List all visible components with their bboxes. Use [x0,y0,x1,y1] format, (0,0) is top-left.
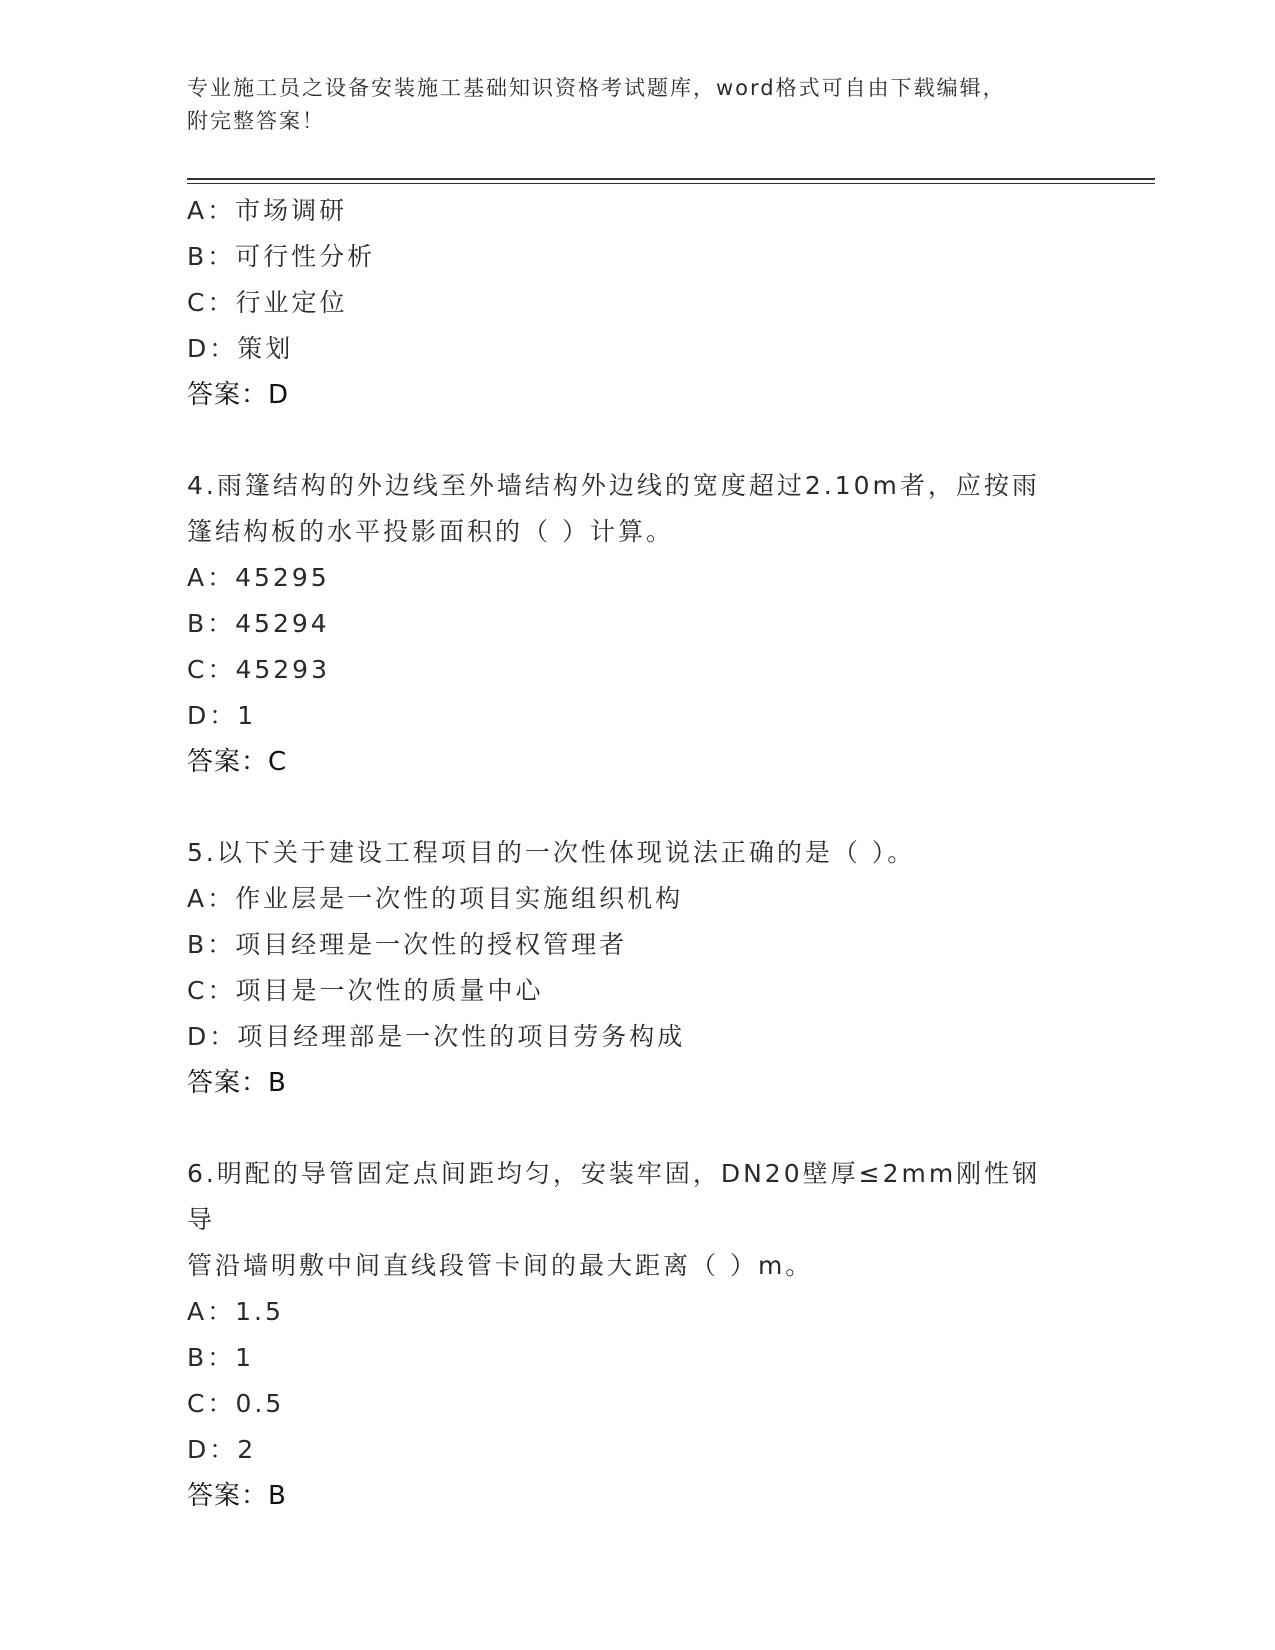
spacer [187,785,1087,830]
option-letter: A： [187,563,236,592]
header-divider-thin [187,183,1155,184]
option-c [187,968,1087,1014]
question-list [187,188,1087,1519]
option-a [187,555,1087,601]
option-text: 45293 [235,655,330,684]
answer-line: 答案：D [187,380,290,410]
option-text: 策划 [237,334,294,363]
question-5 [187,830,1087,1106]
question-6 [187,1151,1087,1519]
option-text: 0.5 [235,1389,285,1418]
option-letter: A： [187,196,236,225]
option-letter: C： [187,655,236,684]
header-divider-thick [187,178,1155,180]
option-letter: C： [187,1389,236,1418]
question-stem: 5.以下关于建设工程项目的一次性体现说法正确的是（ ）。 [187,838,916,867]
answer-line: 答案：B [187,1068,287,1098]
option-text: 45295 [235,563,330,592]
spacer [187,418,1087,463]
option-d [187,1014,1087,1060]
option-letter: B： [187,1343,236,1372]
option-text: 项目经理是一次性的授权管理者 [235,930,628,959]
option-text: 1.5 [235,1297,284,1326]
option-letter: D： [187,334,238,363]
option-letter: B： [187,242,236,271]
option-letter: D： [187,1022,238,1051]
option-b [187,601,1087,647]
option-text: 项目经理部是一次性的项目劳务构成 [237,1022,686,1051]
question-4 [187,463,1087,785]
option-c [187,280,1087,326]
option-text: 作业层是一次性的项目实施组织机构 [235,884,684,913]
document-header [187,72,1087,138]
option-letter: D： [187,701,238,730]
option-a [187,188,1087,234]
answer-line: 答案：C [187,747,288,777]
option-text: 1 [235,1343,255,1372]
spacer [187,1106,1087,1151]
option-b [187,922,1087,968]
option-d [187,693,1087,739]
option-letter: D： [187,1435,238,1464]
option-text: 市场调研 [235,196,348,225]
option-text: 45294 [235,609,330,638]
option-b [187,234,1087,280]
option-a [187,1289,1087,1335]
option-a [187,876,1087,922]
option-letter: B： [187,609,236,638]
option-letter: C： [187,288,236,317]
option-c [187,1381,1087,1427]
answer-line: 答案：B [187,1481,287,1511]
option-text: 2 [237,1435,257,1464]
option-text: 可行性分析 [235,242,376,271]
option-letter: A： [187,884,236,913]
header-line-2: 附完整答案！ [187,109,325,133]
question-stem-continued: 篷结构板的水平投影面积的（ ）计算。 [187,517,674,546]
question-3 [187,188,1087,418]
question-stem: 4.雨篷结构的外边线至外墙结构外边线的宽度超过2.10m者，应按雨 [187,471,1040,500]
option-d [187,326,1087,372]
option-d [187,1427,1087,1473]
option-c [187,647,1087,693]
question-stem: 6.明配的导管固定点间距均匀，安装牢固，DN20壁厚≤2mm刚性钢导 [187,1159,1041,1234]
option-text: 行业定位 [235,288,348,317]
question-stem-continued: 管沿墙明敷中间直线段管卡间的最大距离（ ）m。 [187,1251,814,1280]
option-text: 1 [237,701,257,730]
option-letter: C： [187,976,236,1005]
option-b [187,1335,1087,1381]
option-letter: B： [187,930,236,959]
header-line-1: 专业施工员之设备安装施工基础知识资格考试题库，word格式可自由下载编辑， [187,76,1006,100]
option-text: 项目是一次性的质量中心 [235,976,544,1005]
option-letter: A： [187,1297,236,1326]
